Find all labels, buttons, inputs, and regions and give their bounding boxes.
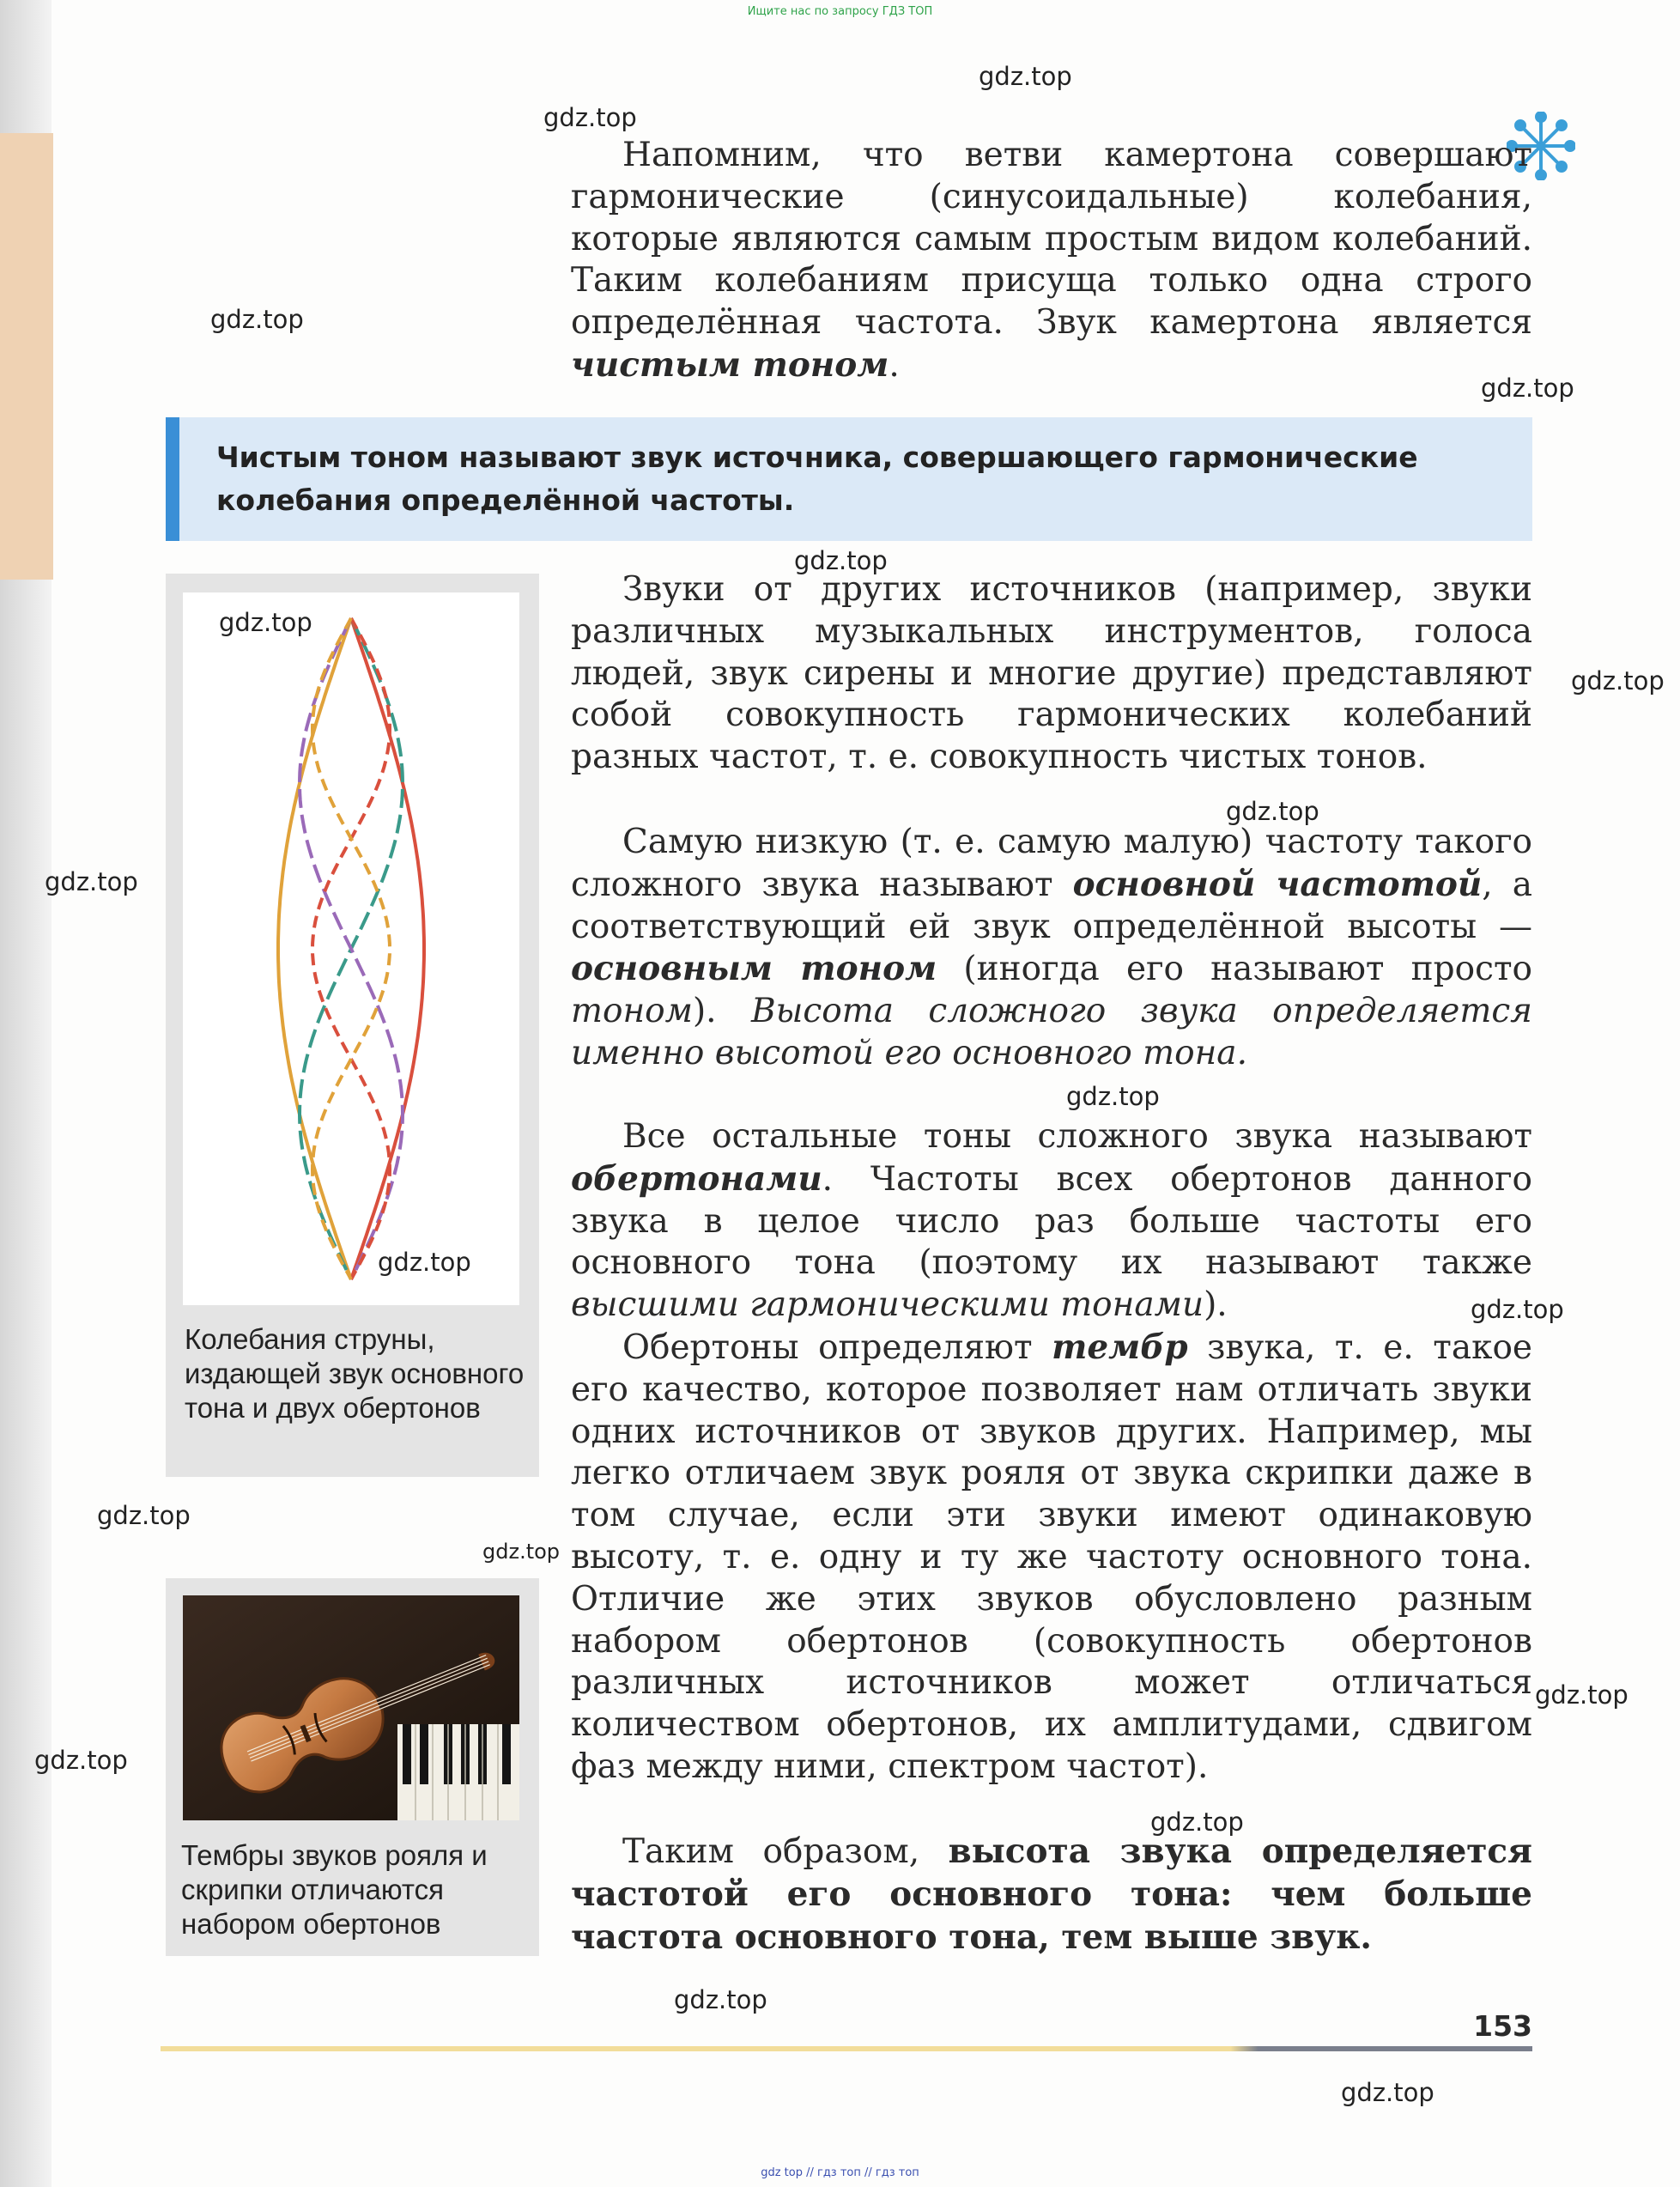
bottom-banner[interactable]: gdz top // гдз топ // гдз топ bbox=[761, 2166, 919, 2179]
section-tab-marker bbox=[0, 133, 53, 580]
text-run: ). bbox=[1204, 1285, 1228, 1325]
text-run: Самую низкую (т. е. самую малую) частоту такого сложного звука называют bbox=[571, 823, 1532, 904]
term-tone: тоном bbox=[571, 992, 693, 1031]
watermark: gdz.top bbox=[1150, 1807, 1244, 1837]
paragraph-tuning-fork bbox=[571, 135, 1532, 387]
violin-figure-caption: Тембры звуков рояля и скрипки отличаются набором обертонов bbox=[181, 1839, 488, 1940]
text-run: Звуки от других источников (например, звуки различных музыкальных инструментов, голоса людей, звук сирены и многие другие) представляют собой совокупность гармонических колебаний разных частот, т. е. совокупность чистых тонов. bbox=[571, 570, 1532, 777]
text-run: , а соответствующий ей звук определённой высоты — bbox=[571, 865, 1532, 946]
text-run: ). bbox=[692, 992, 751, 1031]
text-run: . bbox=[889, 345, 900, 385]
paragraph-fundamental-frequency bbox=[571, 822, 1532, 1075]
paragraph-conclusion bbox=[571, 1831, 1532, 1959]
text-run: звука, т. е. такое его качество, которое позволяет нам отличать звуки одних источников от звуков других. Например, мы легко отличаем звук рояля от звука скрипки даже в том случае, если эти звуки имеют одинаковую высоту, т. е. одну и ту же частоту основного тона. Отличие же этих звуков обусловлено разным набором обертонов (совокупность обертонов различных источников может отличаться количеством обертонов, их амплитудами, сдвигом фаз между ними, спектром частот). bbox=[571, 1328, 1533, 1786]
term-fundamental-tone: основным тоном bbox=[571, 949, 937, 989]
watermark: gdz.top bbox=[219, 608, 312, 637]
paragraph-timbre bbox=[571, 1327, 1532, 1789]
watermark: gdz.top bbox=[979, 62, 1072, 91]
footer-rule bbox=[161, 2046, 1532, 2051]
watermark: gdz.top bbox=[378, 1248, 471, 1277]
page-number: 153 bbox=[1473, 2009, 1532, 2043]
watermark: gdz.top bbox=[1535, 1680, 1628, 1710]
text-run: Таким образом, bbox=[622, 1832, 949, 1871]
piano-keys bbox=[397, 1724, 519, 1820]
definition-accent-bar bbox=[166, 417, 179, 541]
term-pure-tone: чистым тоном bbox=[571, 344, 889, 385]
paragraph-complex-sounds bbox=[571, 569, 1532, 779]
watermark: gdz.top bbox=[45, 867, 138, 896]
text-run: . Частоты всех обертонов данного звука в целое число раз больше частоты его основного тона (поэтому их называют также bbox=[571, 1159, 1532, 1283]
top-banner[interactable]: Ищите нас по запросу ГДЗ ТОП bbox=[747, 5, 933, 18]
watermark: gdz.top bbox=[210, 305, 304, 334]
watermark: gdz.top bbox=[1341, 2078, 1434, 2107]
watermark: gdz.top bbox=[543, 103, 637, 132]
term-timbre: тембр bbox=[1052, 1327, 1188, 1367]
string-mode-curve bbox=[278, 618, 351, 1279]
watermark: gdz.top bbox=[34, 1746, 128, 1775]
text-run: Все остальные тоны сложного звука называют bbox=[622, 1117, 1532, 1156]
violin-piano-photo bbox=[183, 1595, 519, 1820]
watermark: gdz.top bbox=[1481, 374, 1574, 403]
term-overtones: обертонами bbox=[571, 1158, 822, 1199]
watermark: gdz.top bbox=[1471, 1295, 1564, 1324]
text-run: (иногда его называют просто bbox=[937, 950, 1533, 989]
string-mode-curve bbox=[351, 618, 424, 1279]
text-run: Обертоны определяют bbox=[622, 1328, 1052, 1367]
watermark: gdz.top bbox=[1571, 666, 1665, 696]
watermark: gdz.top bbox=[482, 1540, 561, 1564]
pitch-statement: Высота сложного звука определяется именно высотой его основного тона. bbox=[571, 992, 1532, 1072]
term-higher-harmonics: высшими гармоническими тонами bbox=[571, 1285, 1204, 1325]
term-fundamental-frequency: основной частотой bbox=[1072, 864, 1483, 904]
watermark: gdz.top bbox=[794, 546, 888, 575]
conclusion-bold: высота звука определяется частотой его основного тона: чем больше частота основного тона, тем выше звук. bbox=[571, 1832, 1532, 1957]
string-figure-caption: Колебания струны, издающей звук основного тона и двух обертонов bbox=[185, 1323, 525, 1424]
string-vibration-diagram bbox=[183, 592, 519, 1305]
watermark: gdz.top bbox=[674, 1985, 767, 2014]
watermark: gdz.top bbox=[97, 1501, 191, 1530]
definition-text: Чистым тоном называют звук источника, совершающего гармонические колебания определённой частоты. bbox=[216, 440, 1418, 517]
watermark: gdz.top bbox=[1066, 1082, 1160, 1111]
watermark: gdz.top bbox=[1226, 797, 1319, 826]
string-mode-curve bbox=[300, 618, 403, 1279]
text-run: Напомним, что ветви камертона совершают гармонические (синусоидальные) колебания, которые являются самым простым видом колебаний. Таким колебаниям присуща только одна строго определённая частота. Звук камертона является bbox=[571, 136, 1532, 343]
paragraph-overtones bbox=[571, 1116, 1532, 1327]
